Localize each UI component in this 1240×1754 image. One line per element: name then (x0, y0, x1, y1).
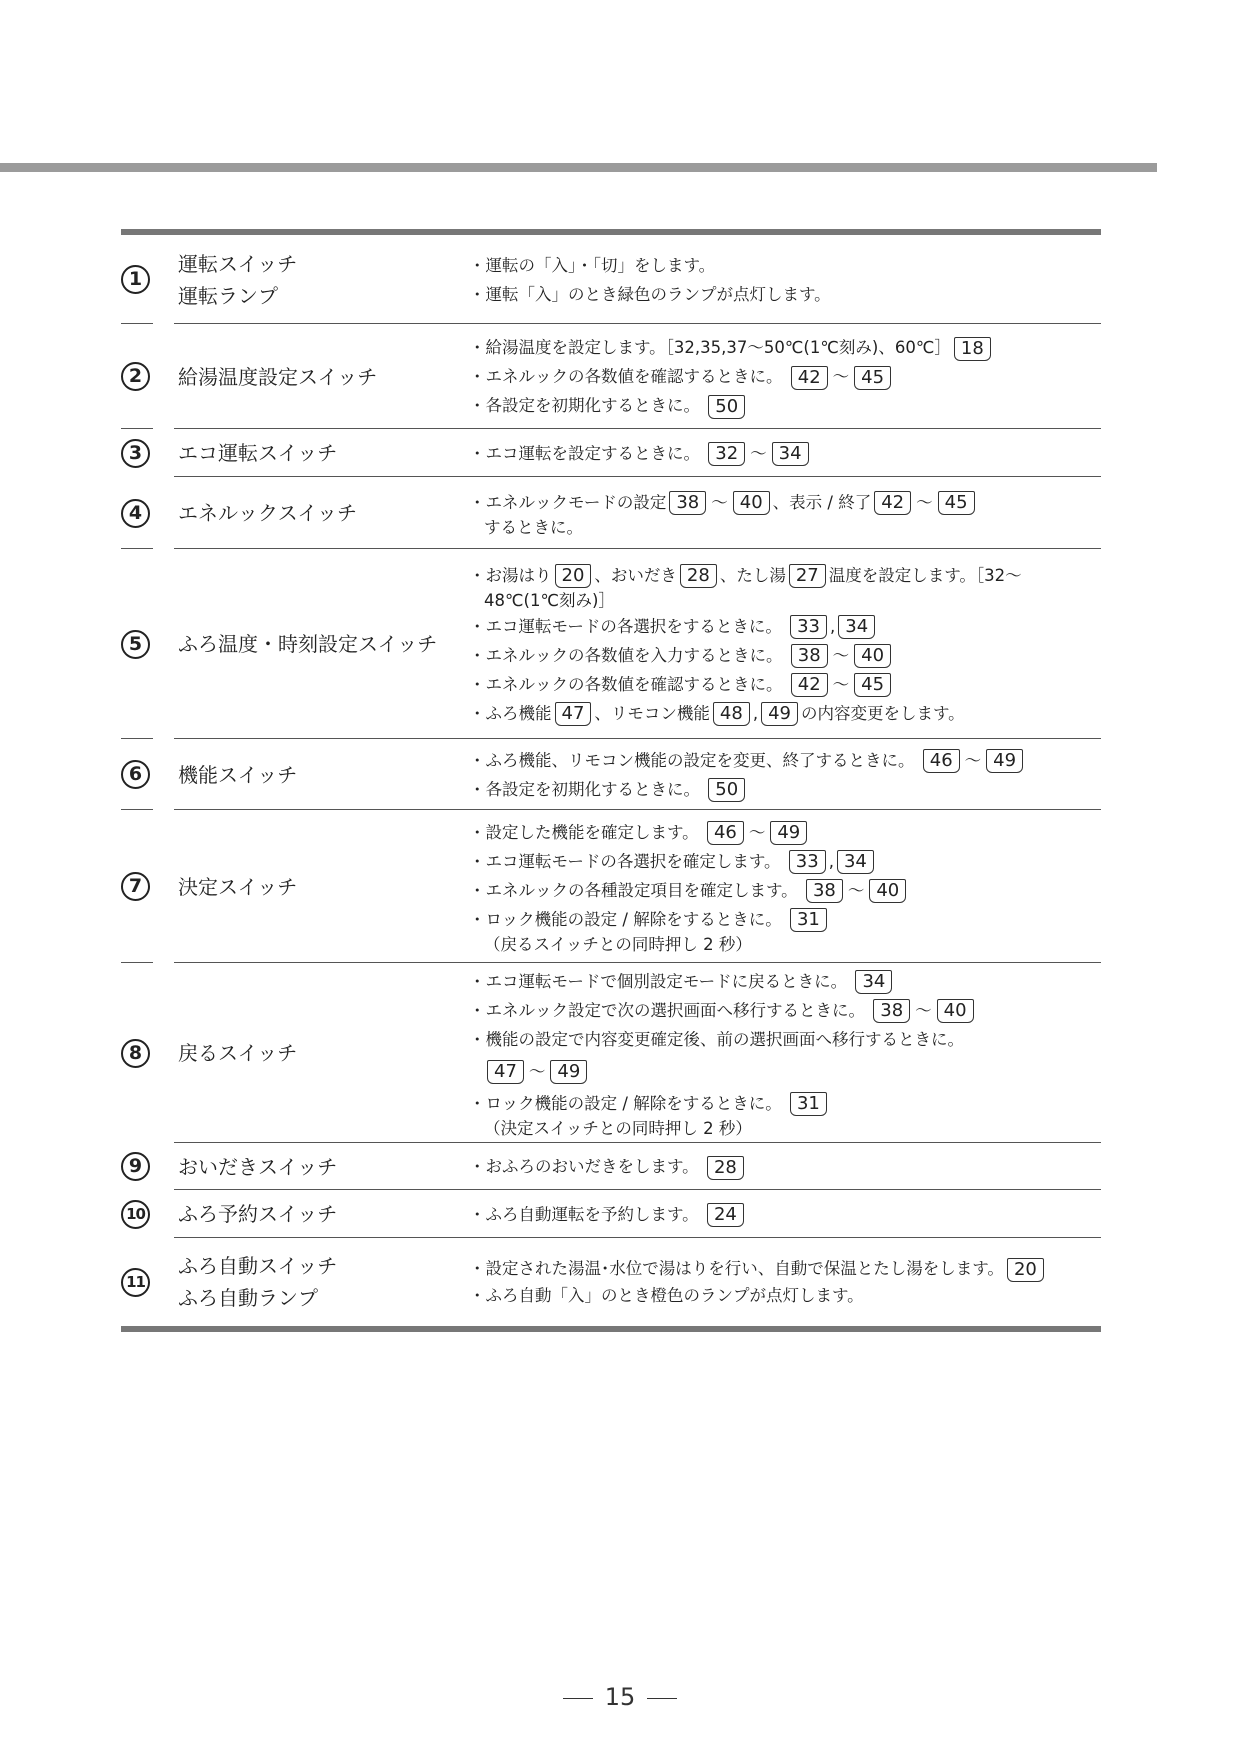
page-ref-icon: 47 (487, 1060, 524, 1084)
circled-number: 11 (121, 1268, 150, 1297)
table-row (121, 739, 1101, 810)
header-gray-bar (0, 163, 1157, 172)
table-row (121, 810, 1101, 963)
page-ref-icon: 45 (854, 366, 891, 390)
page-ref-icon: 49 (761, 702, 798, 726)
circled-number: 5 (121, 630, 150, 659)
switch-function-table (121, 229, 1101, 1332)
switch-name: 給湯温度設定スイッチ (178, 364, 378, 389)
circled-number: 9 (121, 1152, 150, 1181)
table-row (121, 1143, 1101, 1190)
switch-description: ・おふろのおいだきをします。 28 (469, 1152, 1101, 1181)
page-ref-icon: 42 (791, 673, 828, 697)
table-row (121, 477, 1101, 549)
page-ref-icon: 48 (713, 702, 750, 726)
circled-number: 10 (121, 1200, 150, 1229)
page-ref-icon: 40 (937, 999, 974, 1023)
table-bottom-rule (121, 1326, 1101, 1332)
page-ref-icon: 20 (555, 564, 592, 588)
page-ref-icon: 46 (923, 749, 960, 773)
switch-name: 決定スイッチ (178, 874, 298, 899)
page-ref-icon: 34 (772, 442, 809, 466)
page-ref-icon: 34 (838, 615, 875, 639)
page-ref-icon: 50 (708, 395, 745, 419)
circled-number: 1 (121, 265, 150, 294)
circled-number: 8 (121, 1039, 150, 1068)
table-row (121, 1190, 1101, 1238)
switch-name: エネルックスイッチ (178, 501, 357, 525)
circled-number: 3 (121, 439, 150, 468)
page-ref-icon: 47 (555, 702, 592, 726)
switch-name: エコ運転スイッチ (178, 441, 338, 465)
circled-number: 4 (121, 499, 150, 528)
page-ref-icon: 40 (854, 644, 891, 668)
switch-description: ・エコ運転を設定するときに。 32 ～ 34 (469, 439, 1101, 468)
page-ref-icon: 45 (854, 673, 891, 697)
page-ref-icon: 28 (707, 1156, 744, 1180)
page-ref-icon: 34 (837, 850, 874, 874)
switch-description: ・エネルックモードの設定 38 ～ 40 、表示 / 終了 42 ～ 45 するときに。 (469, 488, 1101, 539)
switch-name: 運転スイッチ 運転ランプ (178, 251, 298, 308)
switch-description: ・ふろ機能、リモコン機能の設定を変更、終了するときに。 46 ～ 49 ・各設定を初期化するときに。 50 (469, 746, 1101, 804)
page-ref-icon: 49 (986, 749, 1023, 773)
page-ref-icon: 31 (790, 1092, 827, 1116)
switch-name: 機能スイッチ (178, 762, 298, 787)
page-ref-icon: 18 (954, 337, 991, 361)
table-row (121, 429, 1101, 477)
switch-name: おいだきスイッチ (178, 1154, 338, 1179)
page-ref-icon: 40 (869, 879, 906, 903)
switch-description: ・エコ運転モードで個別設定モードに戻るときに。 34 ・エネルック設定で次の選択画面へ移行するときに。 38 ～ 40 ・機能の設定で内容変更確定後、前の選択画面へ移行するときに。 47 ～ 49 ・ロック機能の設定 / 解除をするときに。 31 （決定スイッチとの同時押し 2 秒） (469, 967, 1101, 1140)
page-ref-icon: 24 (707, 1203, 744, 1227)
page-ref-icon: 38 (806, 879, 843, 903)
switch-description: ・給湯温度を設定します。［32,35,37～50℃(1℃刻み)、60℃］ 18 ・エネルックの各数値を確認するときに。 42 ～ 45 ・各設定を初期化するときに。 50 (469, 333, 1101, 420)
page-ref-icon: 28 (680, 564, 717, 588)
page-ref-icon: 40 (733, 491, 770, 515)
page-ref-icon: 49 (550, 1060, 587, 1084)
switch-description: ・設定した機能を確定します。 46 ～ 49 ・エコ運転モードの各選択を確定します。 33 , 34 ・エネルックの各種設定項目を確定します。 38 ～ 40 ・ロック機能の設定 / 解除をするときに。 31 （戻るスイッチとの同時押し 2 秒） (469, 818, 1101, 956)
switch-description: ・運転の「入」・「切」をします。 ・運転「入」のとき緑色のランプが点灯します。 (469, 255, 831, 304)
table-row (121, 549, 1101, 739)
page-ref-icon: 45 (938, 491, 975, 515)
switch-name: ふろ自動スイッチ ふろ自動ランプ (178, 1254, 338, 1310)
page-ref-icon: 34 (855, 970, 892, 994)
page-ref-icon: 33 (789, 850, 826, 874)
switch-name: ふろ予約スイッチ (178, 1202, 338, 1226)
page-ref-icon: 46 (707, 821, 744, 845)
switch-name: ふろ温度・時刻設定スイッチ (178, 632, 438, 656)
page-ref-icon: 38 (669, 491, 706, 515)
page-ref-icon: 38 (791, 644, 828, 668)
page-ref-icon: 50 (708, 778, 745, 802)
page-number: 15 (0, 1683, 1240, 1711)
table-row (121, 235, 1101, 324)
switch-description: ・設定された湯温･水位で湯はりを行い、自動で保温とたし湯をします。 20 ・ふろ自動「入」のとき橙色のランプが点灯します。 (469, 1255, 1101, 1309)
page-ref-icon: 20 (1007, 1258, 1044, 1282)
switch-name: 戻るスイッチ (178, 1041, 298, 1065)
switch-description: ・ふろ自動運転を予約します。 24 (469, 1200, 1101, 1229)
page-ref-icon: 38 (873, 999, 910, 1023)
circled-number: 6 (121, 760, 150, 789)
page-ref-icon: 31 (790, 908, 827, 932)
page-ref-icon: 49 (770, 821, 807, 845)
page-ref-icon: 42 (874, 491, 911, 515)
switch-description: ・お湯はり 20 、おいだき 28 、たし湯 27 温度を設定します。［32～ 48℃(1℃刻み)］ ・エコ運転モードの各選択をするときに。 33 , 34 ・エネルックの各数値を入力するときに。 38 ～ 40 ・エネルックの各数値を確認するときに。 42 ～ 45 ・ふろ機能 47 、リモコン機能 48 , 49 の内容変更をします。 (469, 565, 1022, 724)
page-ref-icon: 42 (791, 366, 828, 390)
table-row (121, 1238, 1101, 1326)
table-row (121, 963, 1101, 1143)
circled-number: 7 (121, 872, 150, 901)
table-row (121, 324, 1101, 429)
page-ref-icon: 32 (708, 442, 745, 466)
circled-number: 2 (121, 362, 150, 391)
page-ref-icon: 27 (789, 564, 826, 588)
page-ref-icon: 33 (790, 615, 827, 639)
